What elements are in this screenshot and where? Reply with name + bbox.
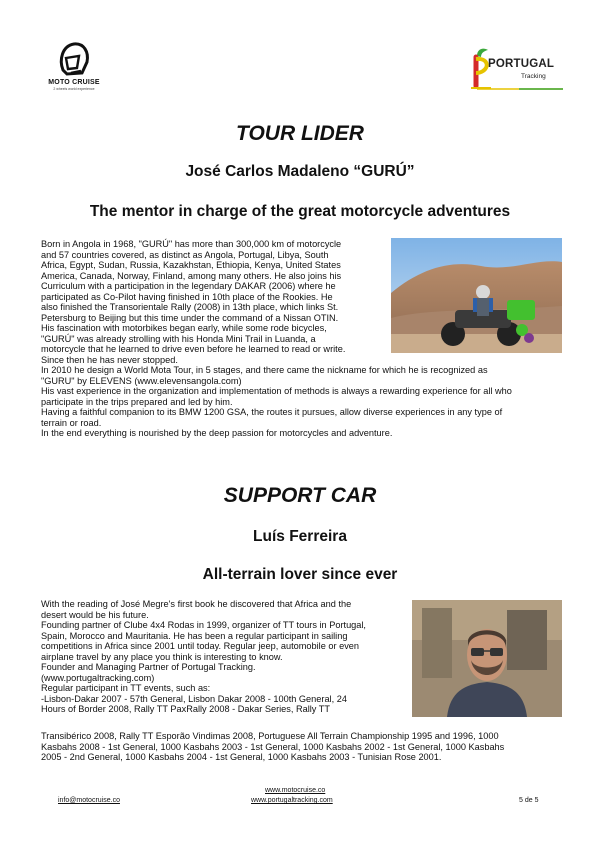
moto-cruise-logo: [40, 40, 108, 102]
text-line: 2005 - 2nd General, 1000 Kasbahs 2004 - 1st General, 1000 Kasbahs 2003 - Tunisian Rose 2001.: [41, 752, 442, 762]
text-line: and 57 countries covered, as distinct as Angola, Portugal, Libya, South: [41, 249, 329, 260]
text-line: competitions in Africa since 2001 until today. Regular jeep, automobile or even: [41, 641, 360, 651]
person-name-guru: José Carlos Madaleno “GURÚ”: [185, 163, 415, 180]
logo-tagline: 2 wheels world experience: [53, 87, 95, 91]
section-subtitle-mentor: The mentor in charge of the great motorcycle adventures: [89, 203, 511, 220]
text-line: Regular participant in TT events, such as:: [41, 683, 211, 693]
text-line: (www.portugaltracking.com): [41, 672, 155, 683]
text-line: Having a faithful companion to its BMW 1200 GSA, the routes it pursues, allow diverse experiences in any type of: [41, 407, 503, 417]
section-title-tour-lider: TOUR LIDER: [236, 122, 364, 145]
text-line: Petersburg to Beijing but this time under the command of a Nissan OTIN.: [41, 312, 339, 323]
text-line: "GURÚ" was already strolling with his Honda Mini Trail in Luanda, a: [41, 333, 316, 344]
text-line: His vast experience in the organization and implementation of methods is always a rewarding experience for all who: [41, 386, 512, 396]
text-line: Hours of Border 2008, Rally TT PaxRally 2008 - Dakar Series, Rally TT: [41, 704, 331, 714]
text-line: America, Canada, Norway, Finland, among many others. He also joins his: [41, 270, 342, 281]
text-line: participate in the trips prepared and led by him.: [41, 396, 233, 407]
logo-tracking: Tracking: [521, 73, 546, 80]
logo-portugal: PORTUGAL: [488, 58, 555, 70]
text-line: motorcycle that he learned to drive even before he learned to read or write.: [41, 344, 346, 354]
logo-brand: MOTO CRUISE: [48, 79, 100, 86]
text-line: Founder and Managing Partner of Portugal Tracking.: [41, 662, 256, 672]
text-line: Transibérico 2008, Rally TT Esporão Vindimas 2008, Portuguese All Terrain Championship 1995 and 1996, 1000: [41, 731, 499, 741]
helmet-icon: [57, 40, 91, 78]
text-line: -Lisbon-Dakar 2007 - 57th General, Lisbon Dakar 2008 - 100th General, 24: [41, 693, 347, 704]
text-line: participated as Co-Pilot having finished in 10th place of the Rookies. He: [41, 291, 333, 302]
text-line: In the end everything is nourished by the deep passion for motorcycles and adventure.: [41, 428, 393, 438]
footer-site-portugaltracking[interactable]: www.portugaltracking.com: [251, 797, 333, 804]
text-line: Africa, Egypt, Sudan, Russia, Kazakhstan, Ethiopia, Kenya, United States: [41, 260, 341, 270]
text-line: Since then he has never stopped.: [41, 354, 178, 365]
person-name-luis: Luís Ferreira: [253, 528, 347, 545]
text-line: Born in Angola in 1968, "GURÚ" has more than 300,000 km of motorcycle: [41, 239, 342, 249]
footer-email[interactable]: info@motocruise.co: [58, 797, 120, 804]
text-line: terrain or road.: [41, 417, 102, 428]
bio-text-guru-cont: [41, 365, 561, 439]
text-line: Founding partner of Clube 4x4 Rodas in 1999, organizer of TT tours in Portugal,: [41, 620, 366, 630]
bio-text-guru: [41, 239, 380, 365]
photo-luis-ferreira: [412, 600, 562, 717]
text-line: Kasbahs 2008 - 1st General, 1000 Kasbahs 2003 - 1st General, 1000 Kasbahs 2002 - 1st General, 1000 Kasbahs: [41, 741, 505, 752]
text-line: "GURU" by ELEVENS (www.elevensangola.com): [41, 375, 242, 386]
text-line: also finished the Transorientale Rally (2008) in 13th place, which links St.: [41, 302, 339, 312]
bio-text-luis-cont: [41, 731, 563, 763]
bio-text-luis: [41, 599, 401, 715]
text-line: With the reading of José Megre's first book he discovered that Africa and the: [41, 599, 352, 609]
text-line: desert would be his future.: [41, 609, 149, 620]
text-line: In 2010 he design a World Mota Tour, in 5 stages, and there came the nickname for which he is recognized as: [41, 365, 488, 375]
text-line: Spain, Morocco and Mauritania. He has been a regular participant in sailing: [41, 630, 348, 641]
footer-page-number: 5 de 5: [519, 797, 539, 804]
text-line: His fascination with motorbikes began early, while some rode bicycles,: [41, 323, 327, 333]
section-subtitle-allterrain: All-terrain lover since ever: [202, 566, 398, 583]
section-title-support-car: SUPPORT CAR: [223, 484, 377, 507]
text-line: Curriculum with a participation in the legendary DAKAR (2006) where he: [41, 281, 336, 291]
text-line: airplane travel by any place you think is interesting to know.: [41, 651, 283, 662]
portugal-tracking-logo: [467, 44, 567, 94]
photo-desert-motorcycle: [391, 238, 562, 353]
footer-site-motocruise[interactable]: www.motocruise.co: [265, 787, 326, 794]
